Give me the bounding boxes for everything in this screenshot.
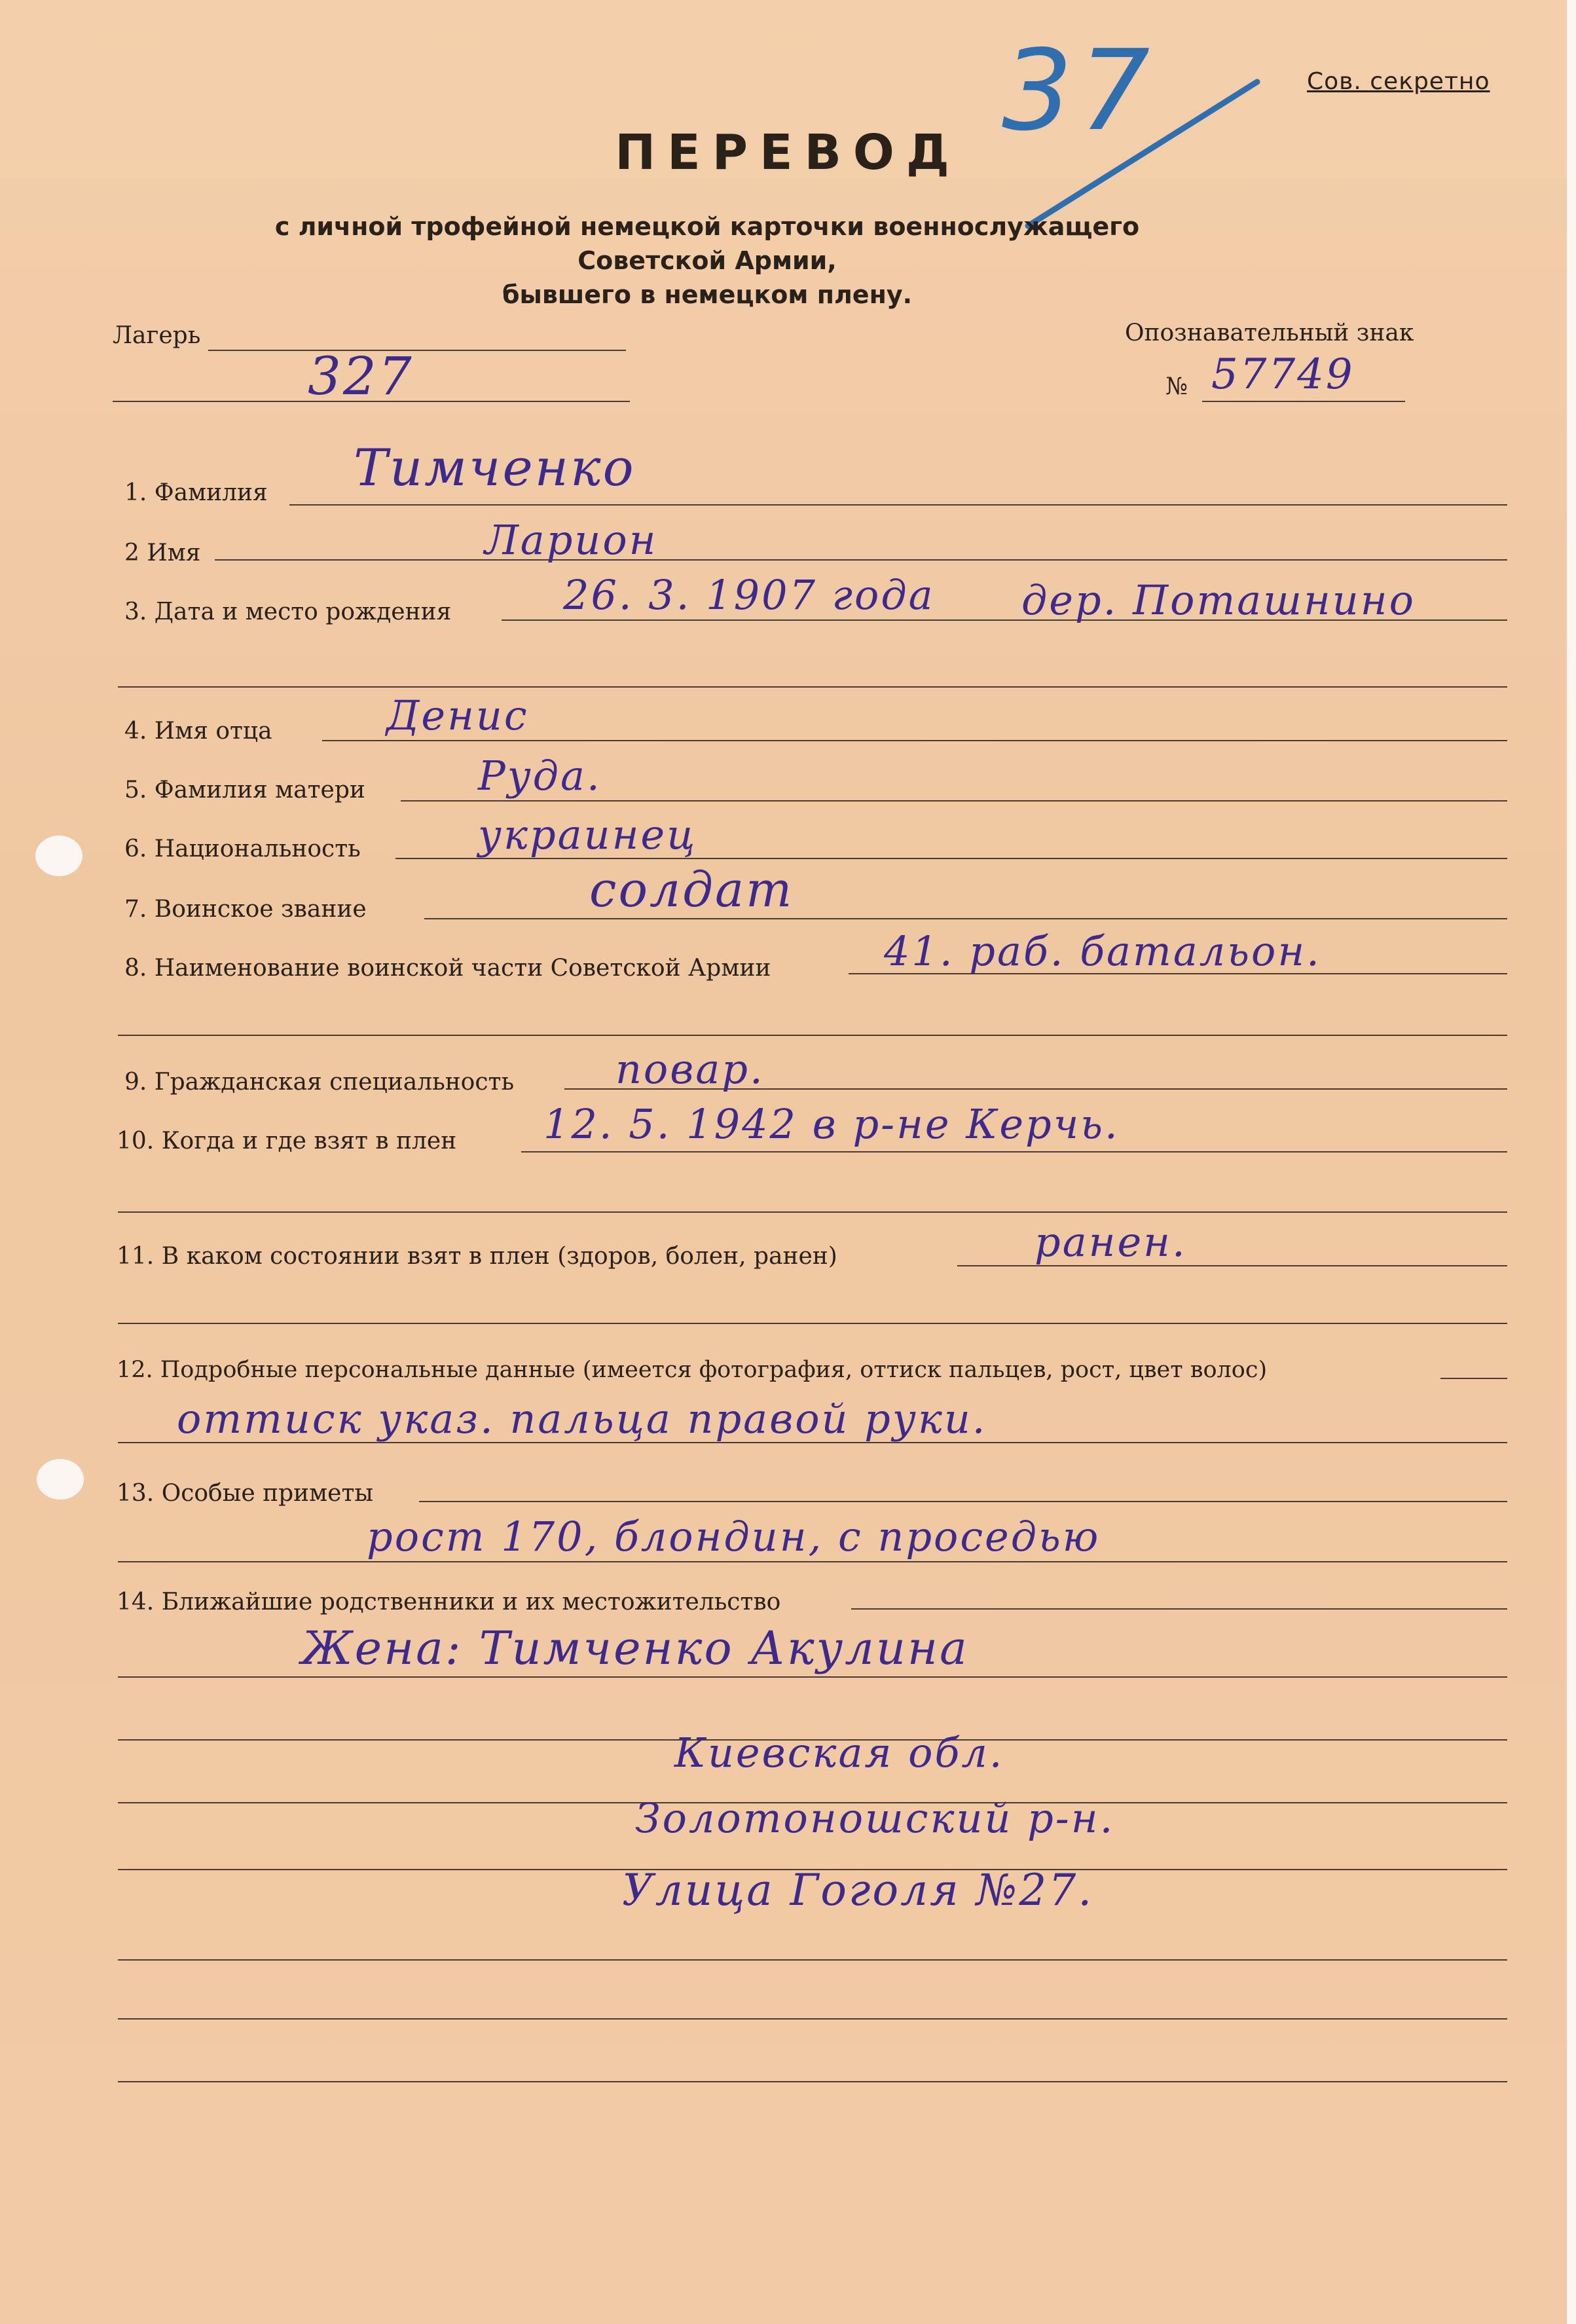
nationality-label: 6. Национальность (124, 836, 361, 862)
mother-surname-line (401, 800, 1507, 802)
features-line-1 (419, 1501, 1507, 1502)
surname-value: Тимченко (354, 439, 636, 498)
birth-line-2 (118, 686, 1507, 688)
relatives-line-1 (851, 1608, 1507, 1610)
relatives-line-8 (118, 2081, 1507, 2082)
unit-line-2 (118, 1035, 1507, 1036)
condition-line-2 (118, 1323, 1507, 1324)
name-line (215, 559, 1507, 561)
nationality-value: украинец (478, 811, 697, 858)
relatives-value-line1: Жена: Тимченко Акулина (301, 1621, 969, 1675)
punch-hole-top (35, 836, 82, 876)
relatives-value-line2: Киевская обл. (674, 1729, 1004, 1777)
id-tag-value: 57749 (1211, 350, 1355, 399)
document-subtitle (196, 210, 1218, 312)
condition-value: ранен. (1035, 1218, 1187, 1266)
relatives-line-2 (118, 1676, 1507, 1678)
personal-data-label: 12. Подробные персональные данные (имеется фотография, оттиск пальцев, рост, цвет волос) (117, 1357, 1268, 1383)
birth-place-value: дер. Поташнино (1021, 576, 1416, 624)
captured-line-2 (118, 1211, 1507, 1213)
camp-value: 327 (308, 346, 414, 407)
unit-label: 8. Наименование воинской части Советской Армии (124, 955, 771, 982)
features-label: 13. Особые приметы (117, 1480, 374, 1507)
rank-line (424, 918, 1507, 919)
unit-value: 41. раб. батальон. (884, 927, 1321, 975)
name-label: 2 Имя (124, 540, 201, 566)
classification-stamp: Сов. секретно (1307, 68, 1490, 95)
handwritten-number-text: 37 (1002, 26, 1157, 156)
relatives-value-line3: Золотоношский р-н. (635, 1794, 1115, 1842)
captured-label: 10. Когда и где взят в плен (117, 1128, 457, 1154)
id-tag-number-sign: № (1165, 373, 1188, 400)
profession-value: повар. (615, 1045, 765, 1093)
relatives-line-6 (118, 1959, 1507, 1961)
id-tag-label: Опознавательный знак (1125, 320, 1414, 346)
subtitle-line-2: бывшего в немецком плену. (502, 280, 913, 309)
captured-value: 12. 5. 1942 в р-не Керчь. (543, 1100, 1120, 1148)
camp-label: Лагерь (113, 322, 201, 349)
rank-label: 7. Воинское звание (124, 896, 367, 923)
relatives-value-line4: Улица Гоголя №27. (622, 1865, 1094, 1915)
profession-label: 9. Гражданская специальность (124, 1069, 515, 1096)
name-value: Ларион (485, 516, 658, 564)
condition-label: 11. В каком состоянии взят в плен (здоров, болен, ранен) (117, 1243, 837, 1270)
captured-line-1 (521, 1151, 1507, 1153)
punch-hole-bottom (37, 1459, 84, 1500)
personal-data-value: оттиск указ. пальца правой руки. (177, 1395, 987, 1443)
relatives-line-7 (118, 2018, 1507, 2020)
birth-label: 3. Дата и место рождения (124, 599, 452, 625)
father-name-value: Денис (386, 692, 529, 739)
features-line-2 (118, 1561, 1507, 1562)
father-name-label: 4. Имя отца (124, 718, 272, 745)
personal-data-line-1 (1440, 1378, 1507, 1379)
subtitle-line-1: с личной трофейной немецкой карточки военнослужащего Советской Армии, (274, 212, 1140, 275)
surname-line (289, 504, 1507, 506)
id-tag-line (1202, 401, 1405, 402)
rank-value: солдат (589, 862, 794, 918)
mother-surname-value: Руда. (478, 752, 602, 800)
camp-line-1 (208, 350, 626, 351)
mother-surname-label: 5. Фамилия матери (124, 777, 365, 803)
father-name-line (322, 740, 1507, 741)
features-value: рост 170, блондин, с проседью (367, 1513, 1101, 1560)
relatives-label: 14. Ближайшие родственники и их местожительство (117, 1589, 781, 1615)
birth-date-value: 26. 3. 1907 года (563, 571, 935, 619)
surname-label: 1. Фамилия (124, 479, 268, 506)
document-title: ПЕРЕВОД (615, 124, 961, 181)
